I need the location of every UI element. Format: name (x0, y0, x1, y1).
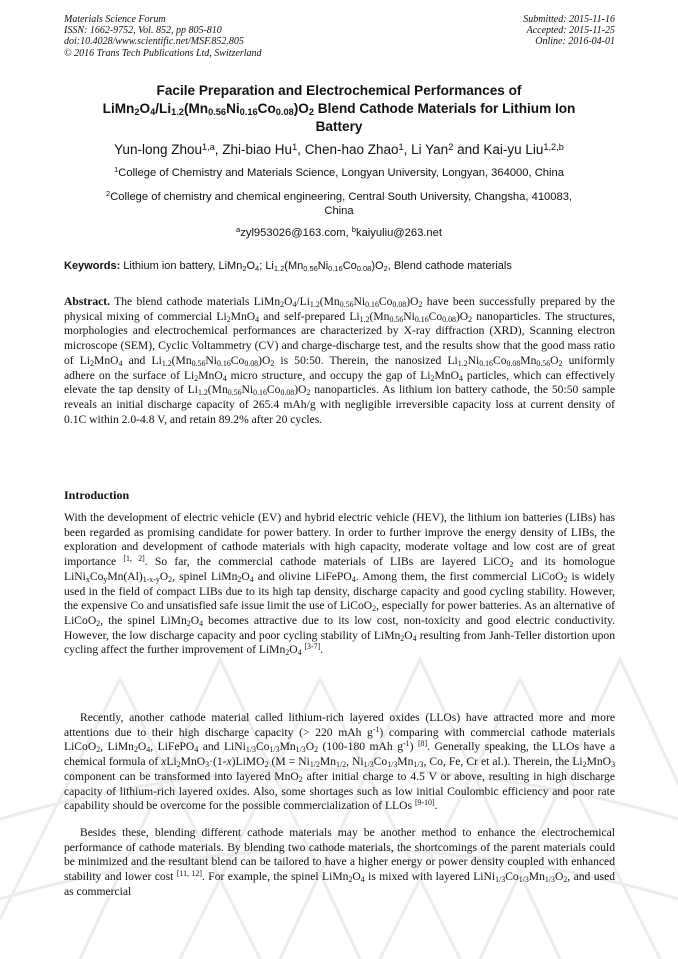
affiliation-text: College of chemistry and chemical engineering, Central South University, Changsha, 410083, (110, 191, 573, 203)
journal-doi: doi:10.4028/www.scientific.net/MSF.852.805 (64, 36, 244, 48)
author-name: Kai-yu Liu (483, 142, 544, 157)
journal-copyright: © 2016 Trans Tech Publications Ltd, Switzerland (64, 47, 262, 59)
accepted-date: Accepted: 2015-11-25 (526, 25, 615, 37)
introduction-heading: Introduction (64, 488, 130, 502)
affiliation-number: 1 (114, 165, 119, 174)
affiliation-text: College of Chemistry and Materials Science, Longyan University, Longyan, 364000, China (118, 167, 564, 179)
journal-header (64, 14, 262, 59)
affiliation-1 (56, 166, 622, 180)
affiliation-text-cont: China (324, 205, 354, 217)
email-address[interactable]: zyl953026@163.com, (240, 227, 349, 239)
title-line-2: $LiMn_2O_4/Li_{1.2}(Mn_{0.56}Ni_{0.16}Co_{0.08})O_2$ Blend Cathode Materials for Lithium Ion (102, 101, 576, 117)
keywords-line: Keywords: Lithium ion battery, $LiMn_2O_4$; $Li_{1.2}(Mn_{0.56}Ni_{0.16}Co_{0.08})O_2$, Blend cathode materials (64, 260, 512, 273)
paper-title (56, 82, 622, 136)
author-name: Chen-hao Zhao (304, 142, 399, 157)
submitted-date: Submitted: 2015-11-16 (523, 14, 615, 25)
author-emails (56, 226, 622, 240)
email-mark: b (351, 225, 356, 234)
journal-name: Materials Science Forum (64, 14, 166, 25)
journal-issn: ISSN: 1662-9752, Vol. 852, pp 805-810 (64, 25, 222, 37)
keywords-label: Keywords: (64, 260, 121, 272)
author-conjunction: and (457, 142, 480, 157)
author-affil-mark: 2 (448, 142, 454, 152)
author-affil-mark: 1 (398, 142, 404, 152)
author-affil-mark: 1 (292, 142, 298, 152)
affiliation-number: 2 (105, 189, 111, 198)
affiliation-2 (56, 190, 622, 218)
body-paragraph: Recently, another cathode material called lithium-rich layered oxides (LLOs) have attracted more and more attentions due to their high discharge capacity (> 220 mAh $g^{-1}$) comparing with commercial cathode materials LiCoO$_2$, $LiMn_2O_4$, LiFePO$_4$ and $LiNi_{1/3}Co_{1/3}Mn_{1/3}O_2$ (100-180 mAh $g^{-1}$) [8]. Generally speaking, the LLOs have a chemical formula of xLi$_2$MnO$_3$·(1-x)LiMO$_2$ ($M = Ni_{1/2}Mn_{1/2}$, $Ni_{1/3}Co_{1/3}Mn_{1/3}$, Co, Fe, Cr et al.). Therein, the $Li_2MnO_3$ component can be transformed into layered MnO$_2$ after initial charge to 4.5 V or above, resulting in high discharge capacity of lithium-rich layered oxides. Also, some shortages such as low initial Coulombic efficiency and poor rate capability should be overcome for the possible commercialization of LLOs [9-10]. (64, 711, 616, 813)
dates-header (523, 14, 615, 48)
body-paragraph: With the development of electric vehicle (EV) and hybrid electric vehicle (HEV), the lithium ion batteries (LIBs) has been regarded as promising candidate for power battery. In order to further improve the energy density of LIBs, the exploration and development of cathode materials with high capacity, moderate voltage and low cost are of great importance [1, 2]. So far, the commercial cathode materials of LIBs are layered LiCO$_2$ and its homologue $LiNi_xCo_yMn(Al)_{1-x-y}O_2$, spinel $LiMn_2O_4$ and olivine LiFePO$_4$. Among them, the first commercial LiCoO$_2$ is widely used in the field of compact LIBs due to its high tap density, discharge capacity and good cycling stability. However, the expensive Co and unsatisfied safe issue limit the use of LiCoO$_2$, especially for power batteries. As an alternative of LiCoO$_2$, the spinel $LiMn_2O_4$ becomes attractive due to its low cost, non-toxicity and good electric conductivity. However, the low discharge capacity and poor cycling stability of $LiMn_2O_4$ resulting from Janh-Teller distortion upon cycling affect the further improvement of $LiMn_2O_4$ [3-7]. (64, 511, 615, 658)
title-line-3: Battery (315, 119, 363, 134)
author-affil-mark: 1,2,b (543, 142, 564, 152)
email-mark: a (236, 225, 241, 234)
author-name: Zhi-biao Hu (222, 142, 293, 157)
author-name: Li Yan (411, 142, 449, 157)
online-date: Online: 2016-04-01 (535, 36, 615, 48)
abstract-label: Abstract. (64, 295, 111, 308)
title-line-1: Facile Preparation and Electrochemical Performances of (156, 83, 522, 98)
abstract-paragraph: Abstract. The blend cathode materials $LiMn_2O_4/Li_{1.2}(Mn_{0.56}Ni_{0.16}Co_{0.08})O_2$ have been successfully prepared by the physical mixing of commercial $Li_2MnO_4$ and self-prepared $Li_{1.2}(Mn_{0.56}Ni_{0.16}Co_{0.08})O_2$ nanoparticles. The structures, morphologies and electrochemical performances are characterized by X-ray diffraction (XRD), Scanning electron microscope (SEM), Cyclic Voltammetry (CV) and charge-discharge test, and the results show that the good mass ratio of $Li_2MnO_4$ and $Li_{1.2}(Mn_{0.56}Ni_{0.16}Co_{0.08})O_2$ is 50:50. Therein, the nanosized $Li_{1.2}Ni_{0.16}Co_{0.08}Mn_{0.56}O_2$ uniformly adhere on the surface of $Li_2MnO_4$ micro structure, and occupy the gap of $Li_2MnO_4$ particles, which can effectively elevate the tap density of $Li_{1.2}(Mn_{0.56}Ni_{0.16}Co_{0.08})O_2$ nanoparticles. As lithium ion battery cathode, the 50:50 sample reveals an initial discharge capacity of 265.4 mAh/g with negligible irreversible capacity loss at current density of 0.1C within 2.0-4.8 V, and retain 89.2% after 20 cycles. (64, 295, 615, 426)
keyword-item: Blend cathode materials (393, 260, 512, 272)
body-paragraph: Besides these, blending different cathode materials may be another method to enhance the electrochemical performance of cathode materials. By blending two cathode materials, the shortcomings of the parent materials could be minimized and the resultant blend can be tailored to have a higher energy or power density coupled with enhanced stability and lower cost [11, 12]. For example, the spinel $LiMn_2O_4$ is mixed with layered $LiNi_{1/3}Co_{1/3}Mn_{1/3}O_2$, and used as commercial (64, 826, 616, 898)
email-address[interactable]: kaiyuliu@263.net (355, 227, 442, 239)
author-list: Yun-long Zhou$^{1,a}$, Zhi-biao Hu$^1$, Chen-hao Zhao$^1$, Li Yan$^2$ and Kai-yu Liu$^{1,2,b}$ (114, 142, 564, 157)
author-name: Yun-long Zhou (114, 142, 202, 157)
author-affil-mark: 1,a (202, 142, 215, 152)
